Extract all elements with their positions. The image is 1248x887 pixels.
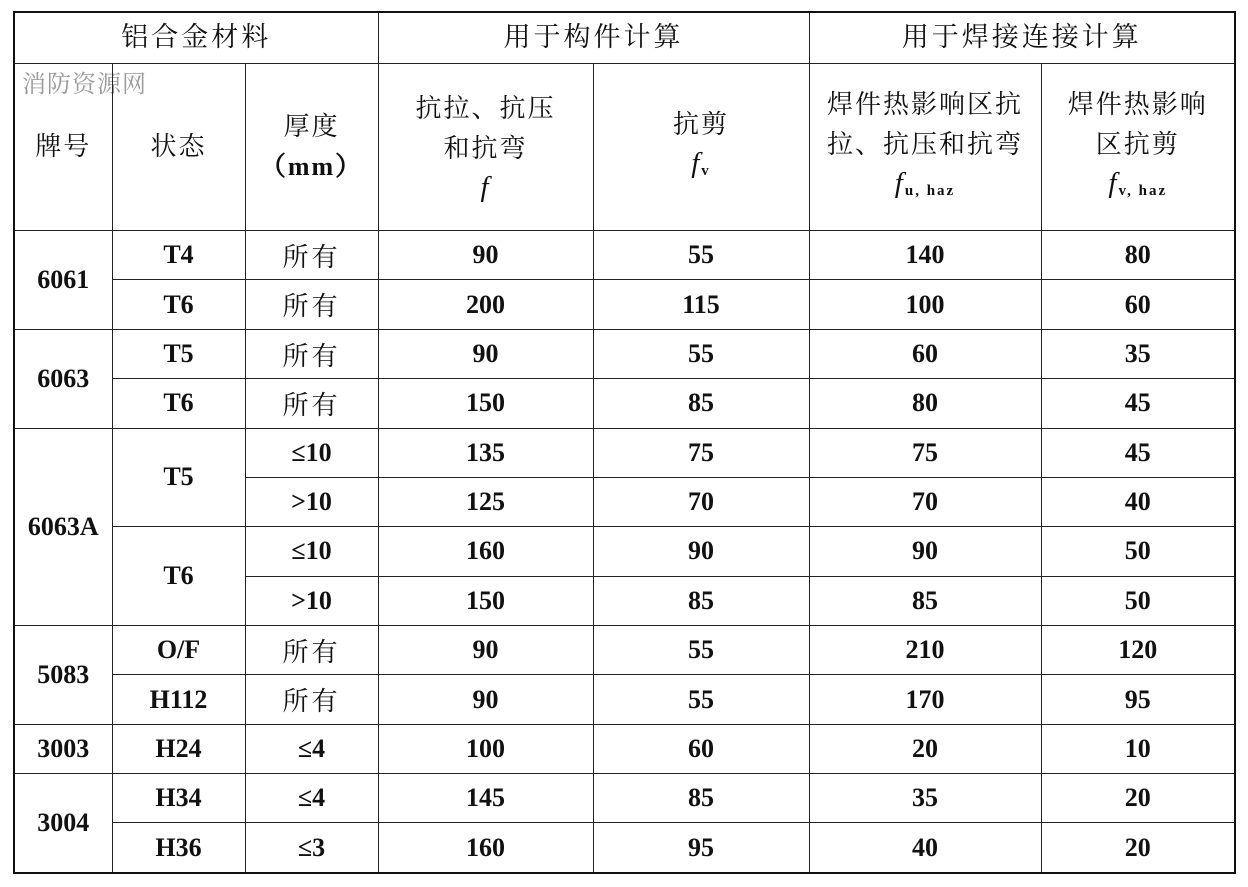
column-header-haz-tension [809,63,1041,230]
shear-value: 85 [593,576,809,625]
temper-cell: T6 [112,280,245,329]
header-column-row [14,63,1235,230]
shear-value: 90 [593,527,809,576]
table-row [14,329,1235,378]
shear-label: 抗剪 [672,110,729,140]
haz-shear-value: 10 [1041,724,1235,773]
haz-tension-value: 90 [809,527,1041,576]
table-row [14,379,1235,428]
haz-tension-value: 85 [809,576,1041,625]
column-header-grade: 牌号 [14,63,112,230]
thickness-cell: >10 [245,576,378,625]
haz-tension-symbol: $f_{u, haz}$ [894,167,956,199]
group-header-member: 用于构件计算 [378,12,809,63]
shear-value: 70 [593,477,809,526]
table-row [14,774,1235,823]
table-row [14,428,1235,477]
tension-value: 90 [378,626,593,675]
tension-value: 100 [378,724,593,773]
thickness-cell: 所有 [245,675,378,724]
thickness-cell: 所有 [245,329,378,378]
haz-shear-value: 45 [1041,428,1235,477]
haz-tension-value: 140 [809,231,1041,280]
thickness-cell: >10 [245,477,378,526]
haz-tension-value: 75 [809,428,1041,477]
temper-cell: H24 [112,724,245,773]
temper-cell: T4 [112,231,245,280]
grade-cell: 6063 [14,329,112,428]
tension-value: 125 [378,477,593,526]
haz-shear-value: 60 [1041,280,1235,329]
shear-symbol: $f_v$ [691,147,711,179]
tension-symbol: f [480,171,491,203]
tension-label-line-1: 抗拉、抗压 [415,94,556,124]
temper-cell: T6 [112,527,245,626]
column-header-shear [593,63,809,230]
haz-tension-value: 20 [809,724,1041,773]
watermark: 消防资源网 [22,70,147,98]
shear-value: 55 [593,675,809,724]
haz-shear-value: 35 [1041,329,1235,378]
grade-cell: 3004 [14,774,112,873]
haz-shear-value: 20 [1041,774,1235,823]
haz-tension-value: 60 [809,329,1041,378]
thickness-cell: ≤4 [245,774,378,823]
tension-value: 160 [378,527,593,576]
group-header-material: 铝合金材料 [14,12,378,63]
temper-cell: T5 [112,329,245,378]
haz-shear-value: 20 [1041,823,1235,873]
temper-cell: T6 [112,379,245,428]
shear-value: 60 [593,724,809,773]
shear-value: 55 [593,231,809,280]
thickness-cell: 所有 [245,280,378,329]
table-row [14,231,1235,280]
tension-value: 200 [378,280,593,329]
temper-cell: O/F [112,626,245,675]
haz-shear-value: 40 [1041,477,1235,526]
table-row [14,626,1235,675]
grade-cell: 5083 [14,626,112,725]
header-group-row [14,12,1235,63]
shear-value: 85 [593,774,809,823]
grade-cell: 6063A [14,428,112,625]
thickness-label: 厚度 [283,112,340,142]
thickness-cell: ≤4 [245,724,378,773]
grade-cell: 3003 [14,724,112,773]
haz-shear-value: 45 [1041,379,1235,428]
table-row [14,675,1235,724]
haz-tension-value: 80 [809,379,1041,428]
group-header-weld: 用于焊接连接计算 [809,12,1235,63]
haz-shear-label-line-1: 焊件热影响 [1067,90,1208,120]
shear-value: 115 [593,280,809,329]
haz-tension-value: 210 [809,626,1041,675]
column-header-temper: 状态 [112,63,245,230]
haz-shear-symbol: $f_{v, haz}$ [1108,167,1168,199]
tension-value: 160 [378,823,593,873]
thickness-cell: 所有 [245,626,378,675]
design-strength-table [13,11,1236,874]
haz-shear-value: 50 [1041,527,1235,576]
column-header-tension [378,63,593,230]
tension-value: 90 [378,329,593,378]
temper-cell: H112 [112,675,245,724]
shear-value: 85 [593,379,809,428]
column-header-thickness [245,63,378,230]
table-row [14,823,1235,873]
haz-shear-value: 80 [1041,231,1235,280]
tension-value: 135 [378,428,593,477]
haz-tension-label-line-1: 焊件热影响区抗 [826,90,1023,120]
thickness-cell: ≤3 [245,823,378,873]
tension-value: 145 [378,774,593,823]
table-row [14,724,1235,773]
thickness-cell: ≤10 [245,428,378,477]
thickness-unit: （mm） [259,152,364,181]
tension-value: 90 [378,675,593,724]
haz-shear-value: 120 [1041,626,1235,675]
grade-cell: 6061 [14,231,112,330]
thickness-cell: ≤10 [245,527,378,576]
thickness-cell: 所有 [245,231,378,280]
haz-shear-label-line-2: 区抗剪 [1095,130,1180,160]
tension-value: 150 [378,379,593,428]
haz-tension-value: 35 [809,774,1041,823]
haz-tension-label-line-2: 拉、抗压和抗弯 [826,130,1023,160]
haz-tension-value: 100 [809,280,1041,329]
haz-tension-value: 170 [809,675,1041,724]
temper-cell: T5 [112,428,245,527]
temper-cell: H36 [112,823,245,873]
thickness-cell: 所有 [245,379,378,428]
shear-value: 55 [593,329,809,378]
tension-value: 150 [378,576,593,625]
tension-value: 90 [378,231,593,280]
haz-tension-value: 40 [809,823,1041,873]
shear-value: 75 [593,428,809,477]
haz-shear-value: 95 [1041,675,1235,724]
tension-label-line-2: 和抗弯 [443,134,528,164]
table-row [14,280,1235,329]
shear-value: 95 [593,823,809,873]
column-header-haz-shear [1041,63,1235,230]
haz-shear-value: 50 [1041,576,1235,625]
shear-value: 55 [593,626,809,675]
table-row [14,527,1235,576]
temper-cell: H34 [112,774,245,823]
haz-tension-value: 70 [809,477,1041,526]
